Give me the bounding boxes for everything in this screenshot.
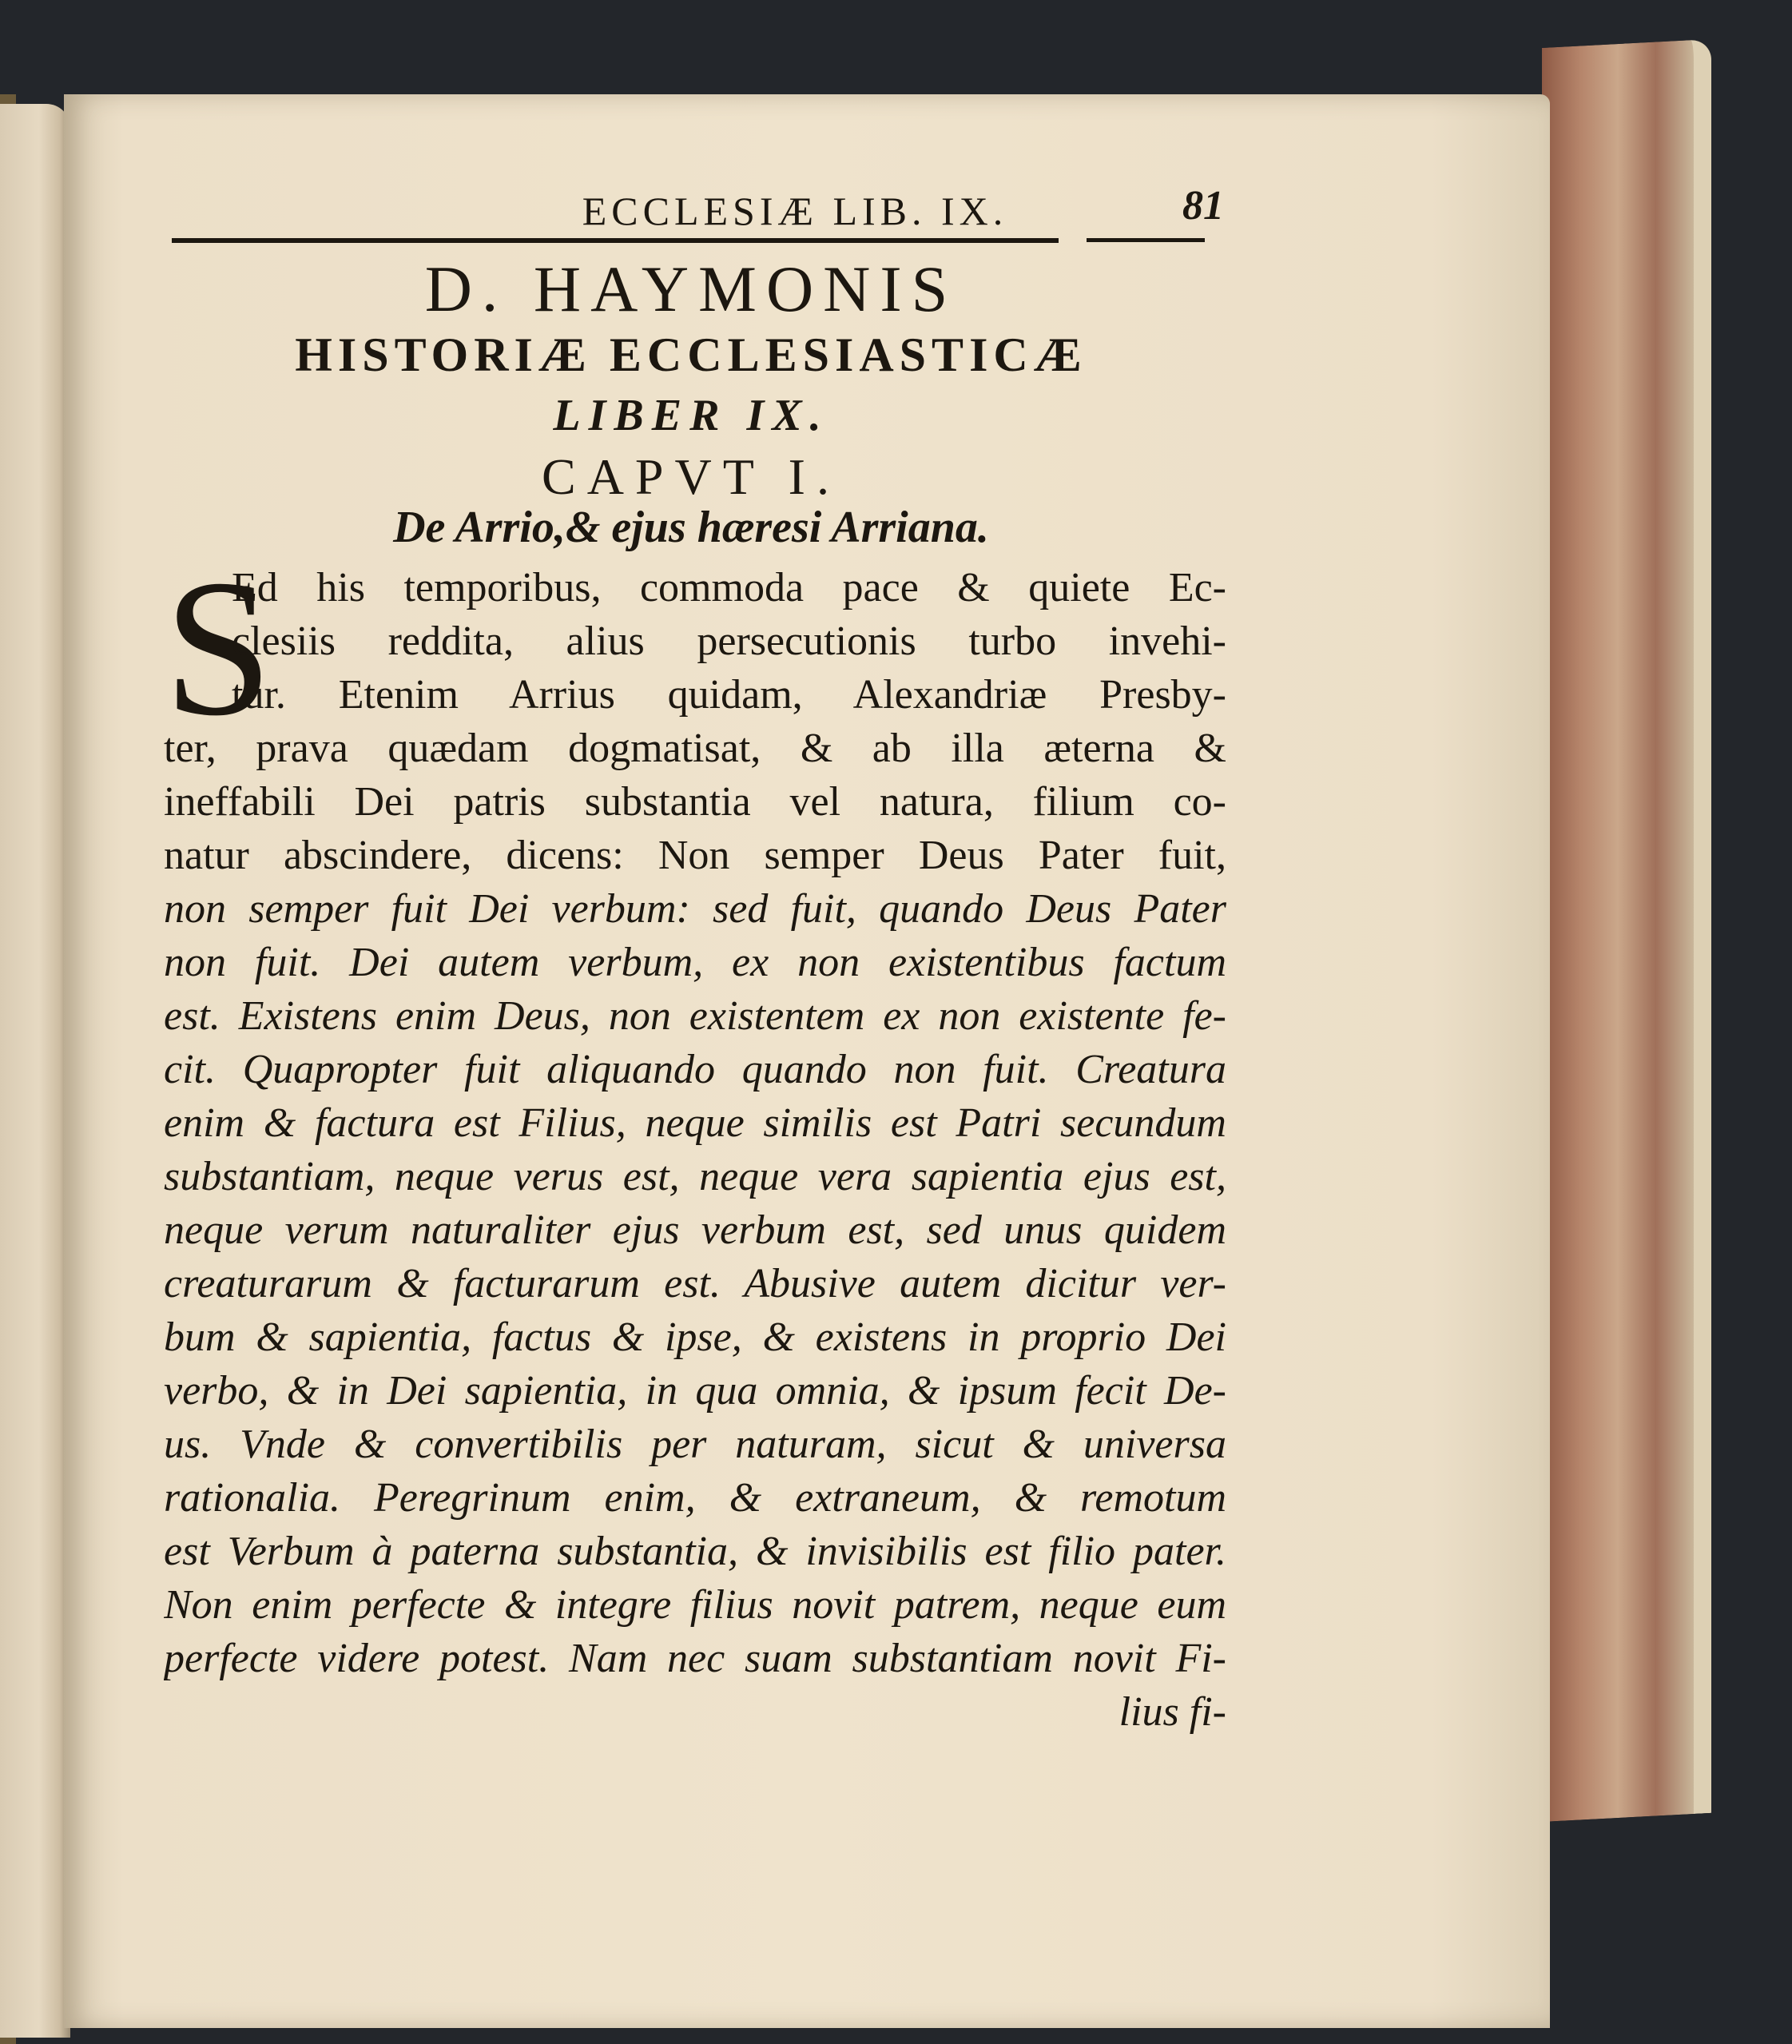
text-line: ter, prava quædam dogmatisat, & ab illa æterna & <box>164 726 1226 771</box>
header-rule-short <box>1087 238 1205 242</box>
text-line: cit. Quapropter fuit aliquando quando non fuit. Creatura <box>164 1047 1226 1092</box>
text-line: verbo, & in Dei sapientia, in qua omnia, & ipsum fecit De- <box>164 1368 1226 1414</box>
book-heading: LIBER IX. <box>553 391 829 440</box>
text-line: enim & factura est Filius, neque similis est Patri secundum <box>164 1100 1226 1146</box>
text-line: non fuit. Dei autem verbum, ex non existentibus factum <box>164 940 1226 985</box>
text-line: non semper fuit Dei verbum: sed fuit, quando Deus Pater <box>164 886 1226 932</box>
text-line: creaturarum & facturarum est. Abusive autem dicitur ver- <box>164 1261 1226 1306</box>
text-line: clesiis reddita, alius persecutionis turbo invehi- <box>232 618 1226 664</box>
page-block-edge <box>1542 39 1711 1822</box>
text-line: lius fi- <box>1119 1689 1226 1735</box>
running-head: ECCLESIÆ LIB. IX. <box>582 189 1008 233</box>
text-line: bum & sapientia, factus & ipse, & existens in proprio Dei <box>164 1314 1226 1360</box>
text-line: rationalia. Peregrinum enim, & extraneum, & remotum <box>164 1475 1226 1521</box>
text-line: substantiam, neque verus est, neque vera sapientia ejus est, <box>164 1154 1226 1199</box>
text-line: neque verum naturaliter ejus verbum est, sed unus quidem <box>164 1207 1226 1253</box>
text-line: Ed his temporibus, commoda pace & quiete Ec- <box>232 565 1226 610</box>
text-line: perfecte videre potest. Nam nec suam substantiam novit Fi- <box>164 1636 1226 1681</box>
drop-cap: S <box>164 539 273 756</box>
text-line: est. Existens enim Deus, non existentem ex non existente fe- <box>164 993 1226 1039</box>
chapter-subtitle: De Arrio,& ejus hæresi Arriana. <box>393 503 989 552</box>
facing-page <box>0 104 70 2038</box>
page-number: 81 <box>1182 183 1224 229</box>
text-line: ineffabili Dei patris substantia vel natura, filium co- <box>164 779 1226 825</box>
header-rule <box>172 238 1059 243</box>
text-line: est Verbum à paterna substantia, & invisibilis est filio pater. <box>164 1529 1226 1574</box>
text-line: tur. Etenim Arrius quidam, Alexandriæ Presby- <box>232 672 1226 718</box>
text-line: us. Vnde & convertibilis per naturam, sicut & universa <box>164 1422 1226 1467</box>
text-line: natur abscindere, dicens: Non semper Deus Pater fuit, <box>164 833 1226 878</box>
chapter-heading: CAPVT I. <box>542 448 840 505</box>
work-heading: HISTORIÆ ECCLESIASTICÆ <box>295 328 1087 381</box>
text-line: Non enim perfecte & integre filius novit patrem, neque eum <box>164 1582 1226 1628</box>
author-heading: D. HAYMONIS <box>424 253 958 325</box>
